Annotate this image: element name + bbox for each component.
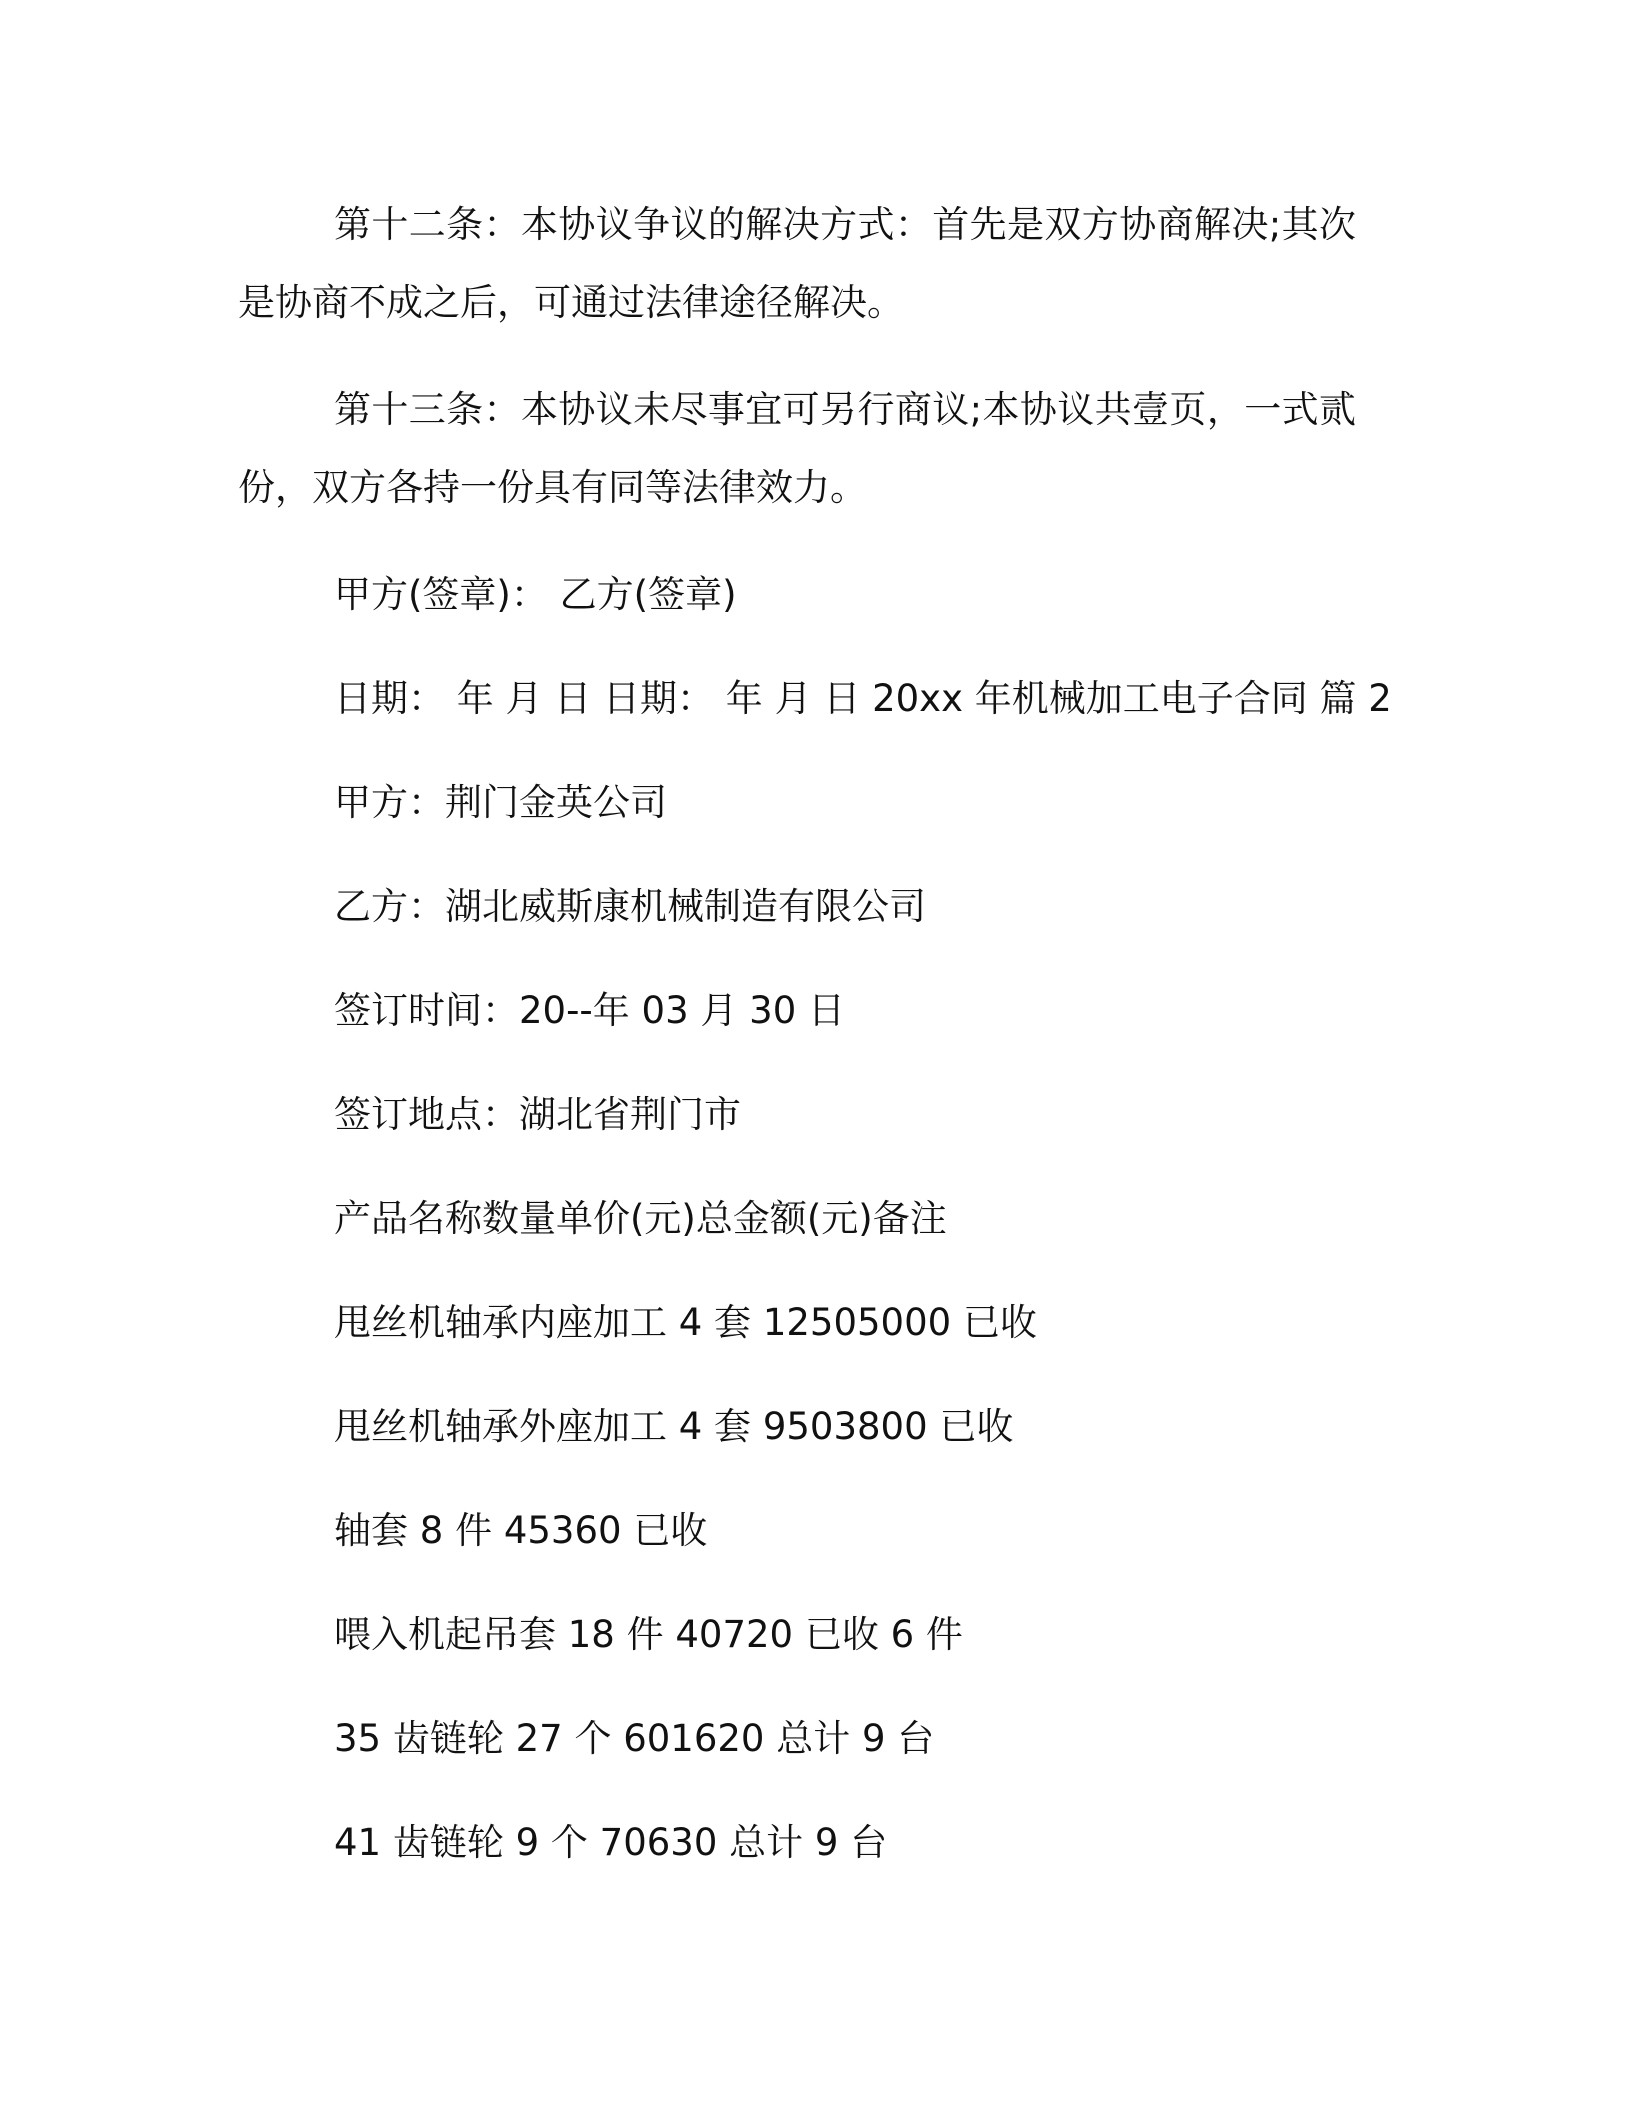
clause-13-paragraph: 第十三条：本协议未尽事宜可另行商议;本协议共壹页，一式贰份，双方各持一份具有同等法律效力。	[238, 388, 1356, 509]
sign-time-line: 签订时间：20--年 03 月 30 日	[334, 989, 845, 1032]
table-header-line: 产品名称数量单价(元)总金额(元)备注	[334, 1197, 947, 1240]
product-row: 喂入机起吊套 18 件 40720 已收 6 件	[334, 1613, 963, 1656]
signature-line: 甲方(签章)： 乙方(签章)	[334, 573, 737, 616]
sign-place-line: 签订地点：湖北省荆门市	[334, 1093, 741, 1136]
party-b-line: 乙方：湖北威斯康机械制造有限公司	[334, 885, 926, 928]
product-row: 甩丝机轴承外座加工 4 套 9503800 已收	[334, 1405, 1014, 1448]
party-a-line: 甲方：荆门金英公司	[334, 781, 667, 824]
product-row: 41 齿链轮 9 个 70630 总计 9 台	[334, 1821, 888, 1864]
product-row: 35 齿链轮 27 个 601620 总计 9 台	[334, 1717, 935, 1760]
date-line: 日期： 年 月 日 日期： 年 月 日 20xx 年机械加工电子合同 篇 2	[334, 677, 1392, 720]
product-row: 甩丝机轴承内座加工 4 套 12505000 已收	[334, 1301, 1037, 1344]
clause-12-paragraph: 第十二条：本协议争议的解决方式：首先是双方协商解决;其次是协商不成之后，可通过法律途径解决。	[238, 203, 1356, 324]
document-body	[238, 186, 1392, 1908]
product-row: 轴套 8 件 45360 已收	[334, 1509, 708, 1552]
